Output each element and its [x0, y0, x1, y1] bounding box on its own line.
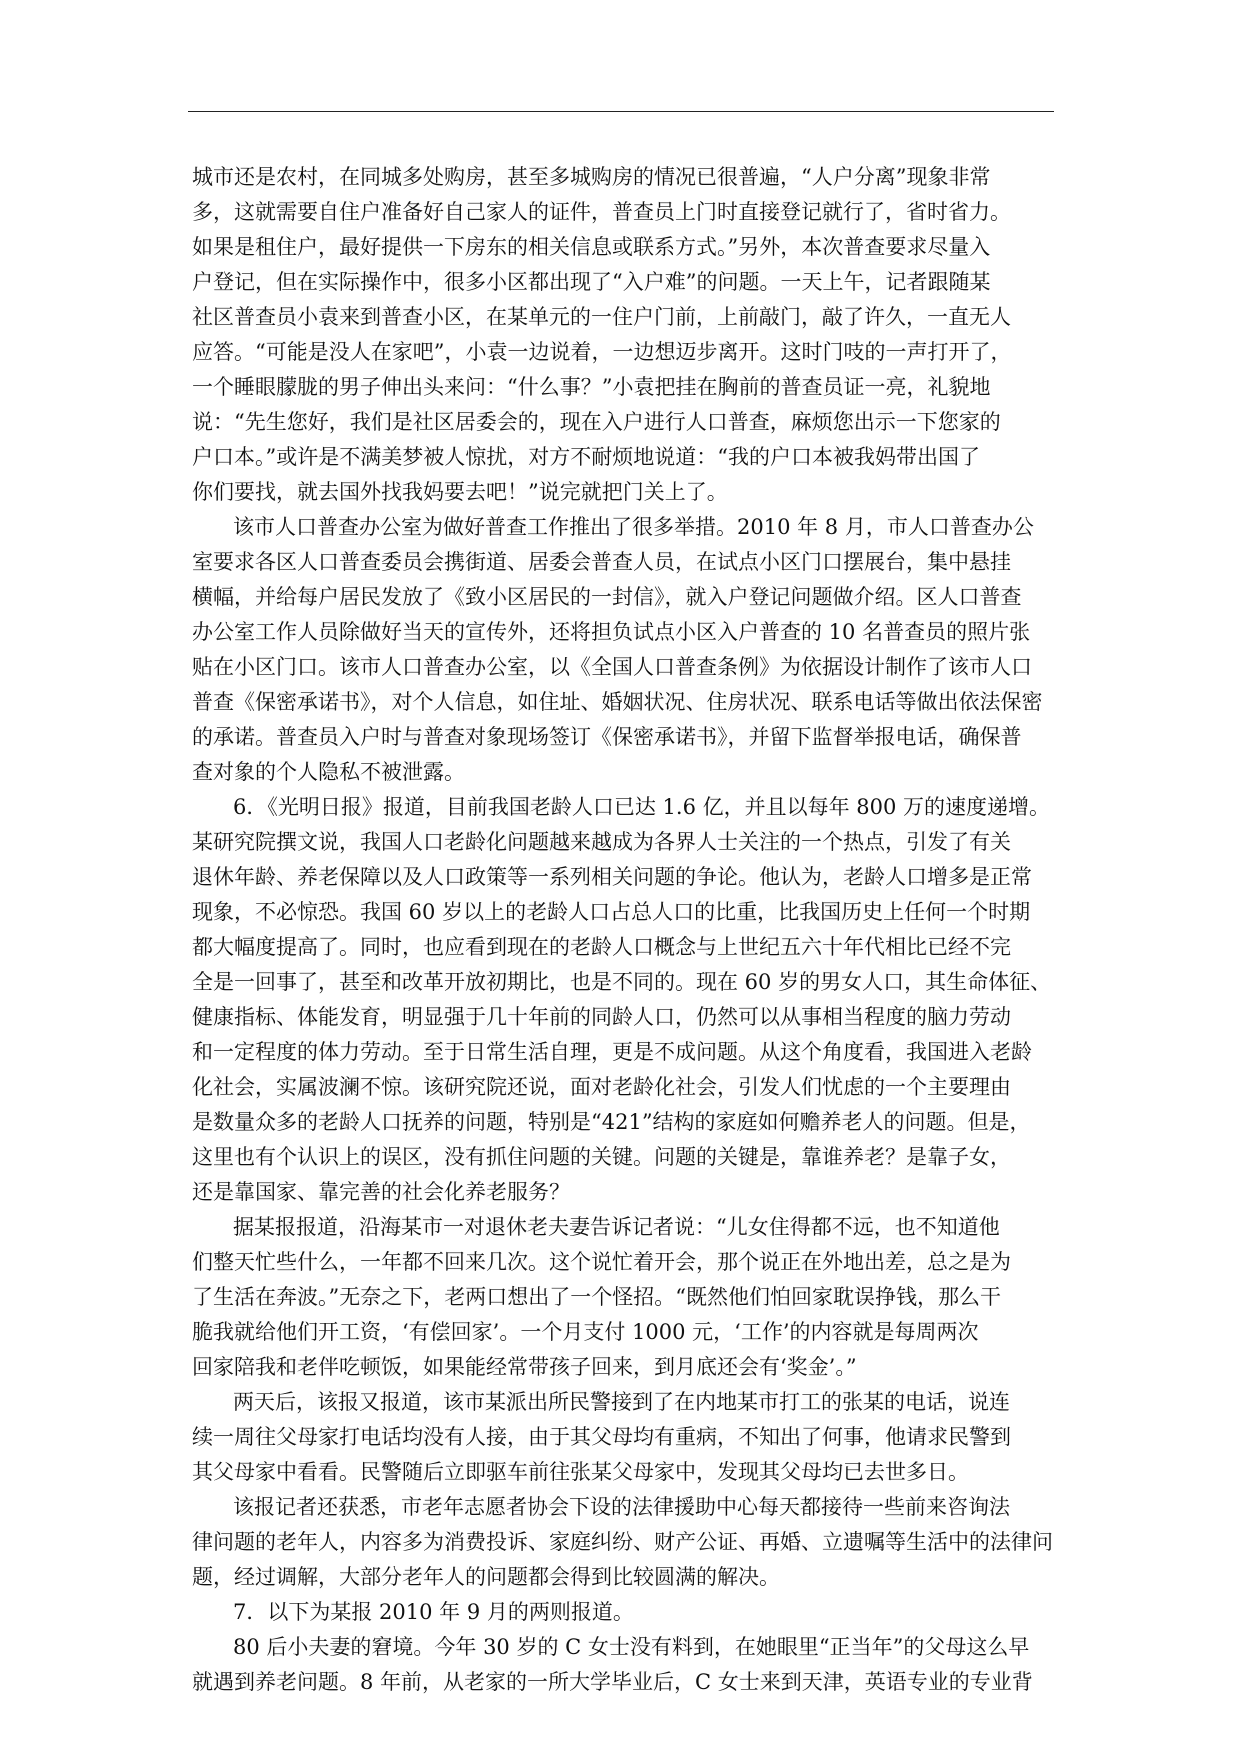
text-line: 健康指标、体能发育，明显强于几十年前的同龄人口，仍然可以从事相当程度的脑力劳动 [192, 1005, 1011, 1029]
text-line: 其父母家中看看。民警随后立即驱车前往张某父母家中，发现其父母均已去世多日。 [192, 1460, 969, 1484]
text-line: 该市人口普查办公室为做好普查工作推出了很多举措。2010 年 8 月，市人口普查办公 [233, 515, 1034, 539]
text-line: 的承诺。普查员入户时与普查对象现场签订《保密承诺书》，并留下监督举报电话，确保普 [192, 725, 1022, 749]
text-line: 80 后小夫妻的窘境。今年 30 岁的 C 女士没有料到，在她眼里“正当年”的父母这么早 [233, 1635, 1030, 1659]
text-line: 户登记，但在实际操作中，很多小区都出现了“入户难”的问题。一天上午，记者跟随某 [192, 270, 991, 294]
text-line: 化社会，实属波澜不惊。该研究院还说，面对老龄化社会，引发人们忧虑的一个主要理由 [192, 1075, 1011, 1099]
text-line: 室要求各区人口普查委员会携街道、居委会普查人员，在试点小区门口摆展台，集中悬挂 [192, 550, 1011, 574]
text-line: 都大幅度提高了。同时，也应看到现在的老龄人口概念与上世纪五六十年代相比已经不完 [192, 935, 1011, 959]
text-line: 户口本。”或许是不满美梦被人惊扰，对方不耐烦地说道：“我的户口本被我妈带出国了 [192, 445, 980, 469]
paragraph [192, 1595, 1052, 1630]
text-line: 两天后，该报又报道，该市某派出所民警接到了在内地某市打工的张某的电话，说连 [233, 1390, 1010, 1414]
text-line: 和一定程度的体力劳动。至于日常生活自理，更是不成问题。从这个角度看，我国进入老龄 [192, 1040, 1032, 1064]
text-line: 了生活在奔波。”无奈之下，老两口想出了一个怪招。“既然他们怕回家耽误挣钱，那么干 [192, 1285, 1001, 1309]
text-line: 6．《光明日报》报道，目前我国老龄人口已达 1.6 亿，并且以每年 800 万的速度递增。 [233, 795, 1051, 819]
text-line: 横幅，并给每户居民发放了《致小区居民的一封信》，就入户登记问题做介绍。区人口普查 [192, 585, 1022, 609]
text-line: 律问题的老年人，内容多为消费投诉、家庭纠纷、财产公证、再婚、立遗嘱等生活中的法律问 [192, 1530, 1053, 1554]
text-line: 回家陪我和老伴吃顿饭，如果能经常带孩子回来，到月底还会有‘奖金’。” [192, 1355, 857, 1379]
text-line: 题，经过调解，大部分老年人的问题都会得到比较圆满的解决。 [192, 1565, 780, 1589]
text-line: 说：“先生您好，我们是社区居委会的，现在入户进行人口普查，麻烦您出示一下您家的 [192, 410, 1001, 434]
paragraph [192, 1490, 1052, 1595]
text-line: 如果是租住户，最好提供一下房东的相关信息或联系方式。”另外，本次普查要求尽量入 [192, 235, 991, 259]
text-line: 们整天忙些什么，一年都不回来几次。这个说忙着开会，那个说正在外地出差，总之是为 [192, 1250, 1011, 1274]
text-line: 某研究院撰文说，我国人口老龄化问题越来越成为各界人士关注的一个热点，引发了有关 [192, 830, 1011, 854]
text-line: 脆我就给他们开工资，‘有偿回家’。一个月支付 1000 元，‘工作’的内容就是每周两次 [192, 1320, 979, 1344]
paragraph [192, 160, 1052, 510]
text-line: 据某报报道，沿海某市一对退休老夫妻告诉记者说：“儿女住得都不远，也不知道他 [233, 1215, 1000, 1239]
text-line: 城市还是农村，在同城多处购房，甚至多城购房的情况已很普遍，“人户分离”现象非常 [192, 165, 991, 189]
text-line: 该报记者还获悉，市老年志愿者协会下设的法律援助中心每天都接待一些前来咨询法 [233, 1495, 1010, 1519]
paragraph [192, 1210, 1052, 1385]
text-line: 你们要找，就去国外找我妈要去吧！”说完就把门关上了。 [192, 480, 728, 504]
text-line: 贴在小区门口。该市人口普查办公室，以《全国人口普查条例》为依据设计制作了该市人口 [192, 655, 1032, 679]
text-line: 续一周往父母家打电话均没有人接，由于其父母均有重病，不知出了何事，他请求民警到 [192, 1425, 1011, 1449]
text-line: 现象，不必惊恐。我国 60 岁以上的老龄人口占总人口的比重，比我国历史上任何一个时期 [192, 900, 1031, 924]
document-body [192, 160, 1052, 1700]
text-line: 社区普查员小袁来到普查小区，在某单元的一住户门前，上前敲门，敲了许久，一直无人 [192, 305, 1011, 329]
text-line: 一个睡眼朦胧的男子伸出头来问：“什么事？”小袁把挂在胸前的普查员证一亮，礼貌地 [192, 375, 991, 399]
paragraph [192, 790, 1052, 1210]
text-line: 查对象的个人隐私不被泄露。 [192, 760, 465, 784]
text-line: 应答。“可能是没人在家吧”，小袁一边说着，一边想迈步离开。这时门吱的一声打开了， [192, 340, 1012, 364]
paragraph [192, 510, 1052, 790]
text-line: 全是一回事了，甚至和改革开放初期比，也是不同的。现在 60 岁的男女人口，其生命体征、 [192, 970, 1052, 994]
text-line: 退休年龄、养老保障以及人口政策等一系列相关问题的争论。他认为，老龄人口增多是正常 [192, 865, 1032, 889]
text-line: 办公室工作人员除做好当天的宣传外，还将担负试点小区入户普查的 10 名普查员的照片张 [192, 620, 1031, 644]
text-line: 还是靠国家、靠完善的社会化养老服务？ [192, 1180, 570, 1204]
text-line: 就遇到养老问题。8 年前，从老家的一所大学毕业后，C 女士来到天津，英语专业的专业背 [192, 1670, 1033, 1694]
text-line: 7．以下为某报 2010 年 9 月的两则报道。 [233, 1600, 634, 1624]
paragraph [192, 1385, 1052, 1490]
text-line: 是数量众多的老龄人口抚养的问题，特别是“421”结构的家庭如何赡养老人的问题。但是， [192, 1110, 1031, 1134]
paragraph [192, 1630, 1052, 1700]
text-line: 多，这就需要自住户准备好自己家人的证件，普查员上门时直接登记就行了，省时省力。 [192, 200, 1011, 224]
header-rule [188, 111, 1054, 112]
text-line: 普查《保密承诺书》，对个人信息，如住址、婚姻状况、住房状况、联系电话等做出依法保密 [192, 690, 1043, 714]
text-line: 这里也有个认识上的误区，没有抓住问题的关键。问题的关键是，靠谁养老？是靠子女， [192, 1145, 1011, 1169]
